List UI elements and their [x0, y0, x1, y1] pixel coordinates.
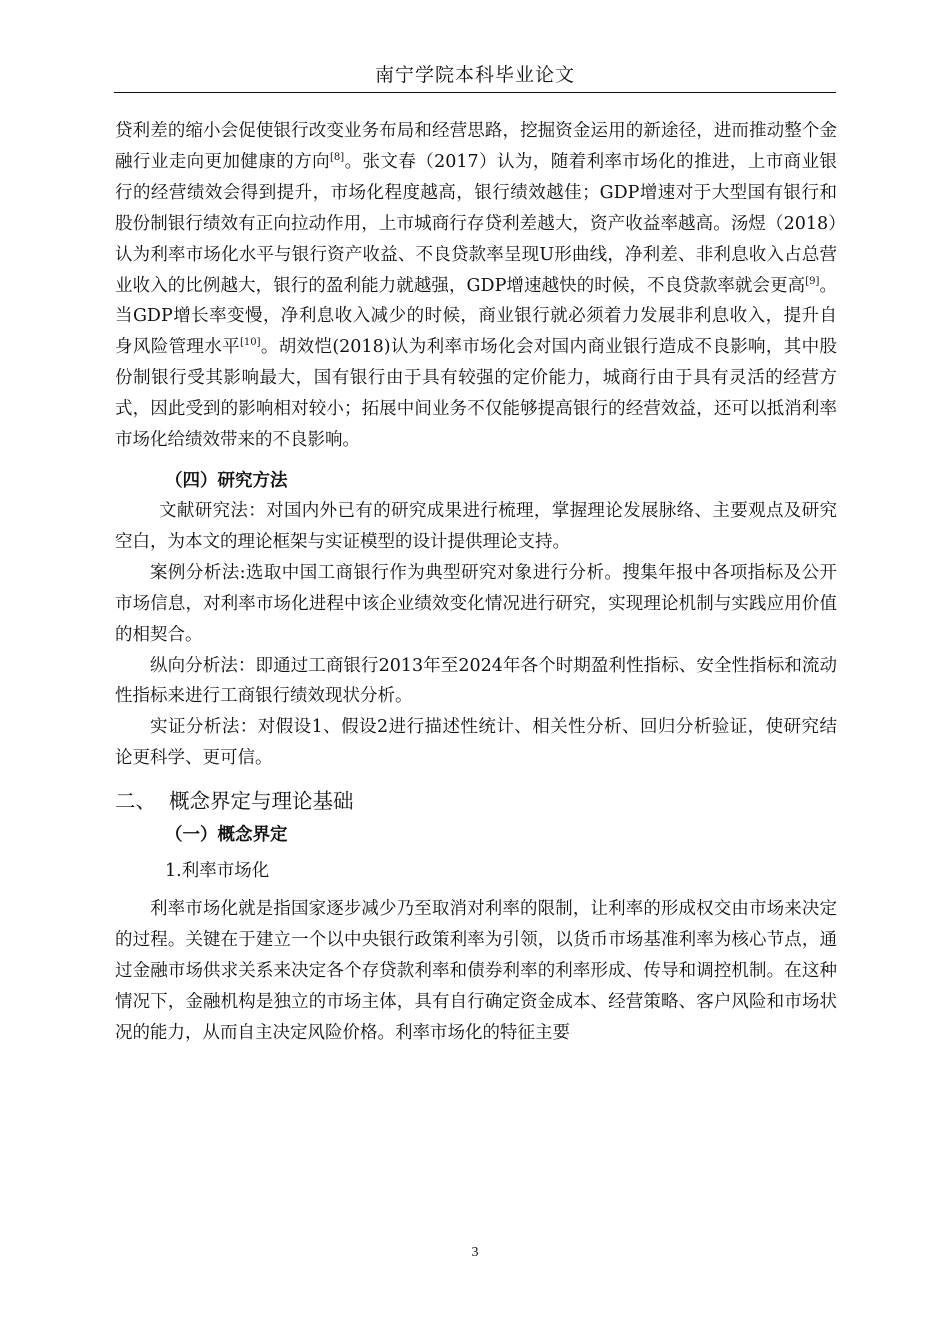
page-header: 南宁学院本科毕业论文: [374, 64, 575, 86]
header-rule: [114, 92, 836, 93]
paragraph-text: 贷利差的缩小会促使银行改变业务布局和经营思路，挖掘资金运用的新途径，进而推动整个金融行业走向更加健康的方向: [115, 121, 837, 172]
paragraph-literature-review: [115, 116, 837, 456]
page-body: [115, 116, 837, 1049]
section-heading-research-methods: （四）研究方法: [165, 470, 288, 491]
paragraph-method-literature: 文献研究法：对国内外已有的研究成果进行梳理，掌握理论发展脉络、主要观点及研究空白，为本文的理论框架与实证模型的设计提供理论支持。: [115, 500, 837, 552]
citation-ref: [10]: [240, 337, 261, 349]
citation-ref: [8]: [329, 151, 345, 163]
citation-ref: [9]: [805, 275, 820, 287]
section-heading-concepts: （一）概念界定: [165, 825, 288, 846]
chapter-heading: 二、 概念界定与理论基础: [115, 789, 354, 814]
paragraph-text: 。当GDP增长率变慢，净利息收入减少的时候，商业银行就必须着力发展非利息收入，提升自身风险管理水平: [115, 275, 837, 358]
subsection-heading: 1.利率市场化: [165, 861, 270, 882]
paragraph-text: 。张文春（2017）认为，随着利率市场化的推进，上市商业银行的经营绩效会得到提升，市场化程度越高，银行绩效越佳；GDP增速对于大型国有银行和股份制银行绩效有正向拉动作用，上市城商行存贷利差越大，资产收益率越高。汤煜（2018）认为利率市场化水平与银行资产收益、不良贷款率呈现U形曲线，净利差、非利息收入占总营业收入的比例越大，银行的盈利能力就越强，GDP增速越快的时候，不良贷款率就会更高: [115, 151, 837, 296]
paragraph-method-longitudinal: 纵向分析法：即通过工商银行2013年至2024年各个时期盈利性指标、安全性指标和流动性指标来进行工商银行绩效现状分析。: [115, 655, 837, 707]
paragraph-text: 。胡效恺(2018)认为利率市场化会对国内商业银行造成不良影响，其中股份制银行受其影响最大，国有银行由于具有较强的定价能力，城商行由于具有灵活的经营方式，因此受到的影响相对较小；拓展中间业务不仅能够提高银行的经营效益，还可以抵消利率市场化给绩效带来的不良影响。: [115, 337, 837, 451]
page-number: 3: [471, 1245, 479, 1260]
paragraph-method-empirical: 实证分析法：对假设1、假设2进行描述性统计、相关性分析、回归分析验证，使研究结论更科学、更可信。: [115, 717, 837, 769]
paragraph-method-case: 案例分析法:选取中国工商银行作为典型研究对象进行分析。搜集年报中各项指标及公开市场信息，对利率市场化进程中该企业绩效变化情况进行研究，实现理论机制与实践应用价值的相契合。: [115, 562, 837, 645]
paragraph-interest-liberalization: 利率市场化就是指国家逐步减少乃至取消对利率的限制，让利率的形成权交由市场来决定的过程。关键在于建立一个以中央银行政策利率为引领，以货币市场基准利率为核心节点，通过金融市场供求关系来决定各个存贷款利率和债券利率的利率形成、传导和调控机制。在这种情况下，金融机构是独立的市场主体，具有自行确定资金成本、经营策略、客户风险和市场状况的能力，从而自主决定风险价格。利率市场化的特征主要: [115, 899, 837, 1043]
